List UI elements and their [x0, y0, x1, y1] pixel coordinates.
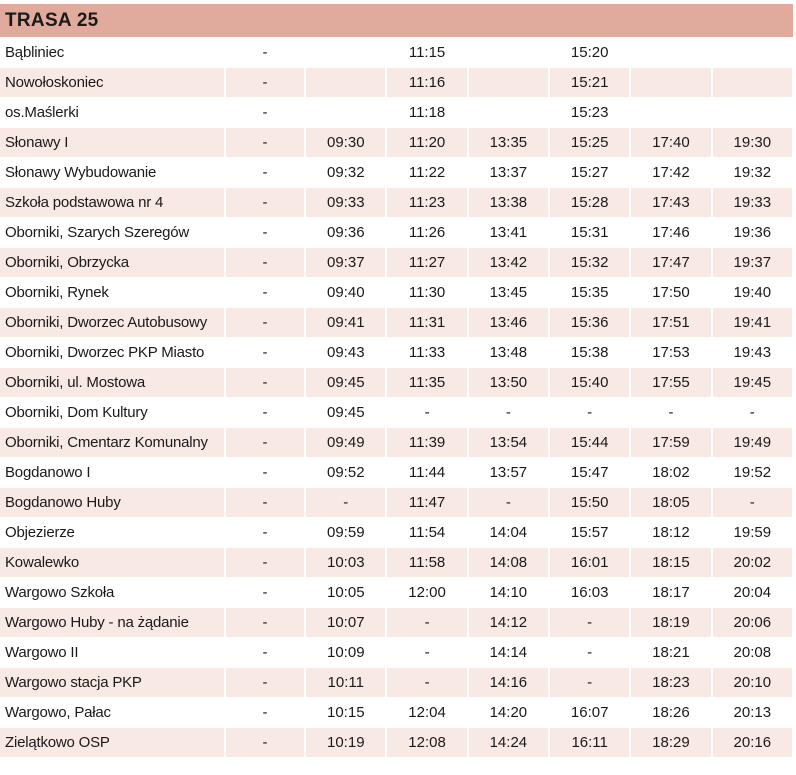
departure-time: - [386, 608, 467, 638]
departure-time: - [225, 728, 305, 758]
departure-time: 17:59 [630, 428, 711, 458]
departure-time: 19:40 [712, 278, 793, 308]
departure-time: 20:13 [712, 698, 793, 728]
bus-timetable [0, 4, 794, 758]
departure-time: 14:08 [468, 548, 549, 578]
stop-name: Wargowo, Pałac [0, 698, 225, 728]
stop-name: Bogdanowo Huby [0, 488, 225, 518]
stop-name: Oborniki, Cmentarz Komunalny [0, 428, 225, 458]
stop-name: Szkoła podstawowa nr 4 [0, 188, 225, 218]
departure-time [305, 38, 386, 68]
departure-time: - [225, 368, 305, 398]
table-row [0, 368, 793, 398]
departure-time: 19:45 [712, 368, 793, 398]
departure-time: 12:00 [386, 578, 467, 608]
departure-time: 09:45 [305, 368, 386, 398]
stop-name: Wargowo Huby - na żądanie [0, 608, 225, 638]
departure-time: 19:33 [712, 188, 793, 218]
table-row [0, 278, 793, 308]
departure-time: 15:20 [549, 38, 630, 68]
departure-time: 15:21 [549, 68, 630, 98]
stop-name: Kowalewko [0, 548, 225, 578]
departure-time: 10:07 [305, 608, 386, 638]
departure-time: 16:01 [549, 548, 630, 578]
departure-time: 13:54 [468, 428, 549, 458]
departure-time: 15:31 [549, 218, 630, 248]
departure-time: - [225, 338, 305, 368]
departure-time: 11:35 [386, 368, 467, 398]
route-title: TRASA 25 [0, 4, 793, 38]
departure-time: 11:23 [386, 188, 467, 218]
stop-name: Bąbliniec [0, 38, 225, 68]
stop-name: Oborniki, Dworzec Autobusowy [0, 308, 225, 338]
departure-time: 16:03 [549, 578, 630, 608]
departure-time [468, 98, 549, 128]
departure-time: 09:40 [305, 278, 386, 308]
departure-time: 18:02 [630, 458, 711, 488]
departure-time: 15:50 [549, 488, 630, 518]
table-row [0, 518, 793, 548]
departure-time: 17:55 [630, 368, 711, 398]
departure-time [630, 98, 711, 128]
departure-time: 13:45 [468, 278, 549, 308]
stop-name: Słonawy Wybudowanie [0, 158, 225, 188]
departure-time: - [225, 248, 305, 278]
departure-time: 17:47 [630, 248, 711, 278]
departure-time: 20:02 [712, 548, 793, 578]
departure-time: 19:43 [712, 338, 793, 368]
departure-time: 19:59 [712, 518, 793, 548]
departure-time: - [225, 218, 305, 248]
departure-time: 11:58 [386, 548, 467, 578]
departure-time: 11:27 [386, 248, 467, 278]
table-row [0, 188, 793, 218]
departure-time [468, 68, 549, 98]
table-row [0, 68, 793, 98]
departure-time: - [225, 278, 305, 308]
departure-time: - [225, 428, 305, 458]
departure-time: 15:40 [549, 368, 630, 398]
table-row [0, 128, 793, 158]
departure-time: 20:06 [712, 608, 793, 638]
stop-name: Wargowo Szkoła [0, 578, 225, 608]
departure-time: 14:14 [468, 638, 549, 668]
departure-time: 14:20 [468, 698, 549, 728]
departure-time: 13:37 [468, 158, 549, 188]
departure-time: 15:28 [549, 188, 630, 218]
table-row [0, 668, 793, 698]
departure-time: 17:43 [630, 188, 711, 218]
departure-time: - [225, 638, 305, 668]
departure-time: 09:49 [305, 428, 386, 458]
departure-time: 09:41 [305, 308, 386, 338]
departure-time: 15:44 [549, 428, 630, 458]
departure-time: 10:15 [305, 698, 386, 728]
stop-name: Oborniki, Rynek [0, 278, 225, 308]
departure-time: 17:53 [630, 338, 711, 368]
departure-time: 17:51 [630, 308, 711, 338]
departure-time: 10:09 [305, 638, 386, 668]
departure-time: 19:30 [712, 128, 793, 158]
departure-time [305, 68, 386, 98]
table-row [0, 218, 793, 248]
departure-time: 14:10 [468, 578, 549, 608]
stop-name: Nowołoskoniec [0, 68, 225, 98]
departure-time: 12:08 [386, 728, 467, 758]
departure-time: 13:50 [468, 368, 549, 398]
departure-time: - [386, 398, 467, 428]
table-row [0, 608, 793, 638]
departure-time: 09:33 [305, 188, 386, 218]
departure-time: 18:05 [630, 488, 711, 518]
departure-time [712, 38, 793, 68]
stop-name: Oborniki, ul. Mostowa [0, 368, 225, 398]
departure-time: - [225, 458, 305, 488]
departure-time: - [225, 98, 305, 128]
departure-time: 11:22 [386, 158, 467, 188]
departure-time: 15:36 [549, 308, 630, 338]
departure-time: - [386, 638, 467, 668]
departure-time: 19:37 [712, 248, 793, 278]
departure-time: 11:26 [386, 218, 467, 248]
departure-time: - [225, 158, 305, 188]
timetable-body [0, 38, 793, 758]
departure-time: 15:25 [549, 128, 630, 158]
table-row [0, 638, 793, 668]
departure-time: - [386, 668, 467, 698]
table-row [0, 338, 793, 368]
departure-time: 14:16 [468, 668, 549, 698]
table-row [0, 98, 793, 128]
departure-time: 11:33 [386, 338, 467, 368]
stop-name: Objezierze [0, 518, 225, 548]
departure-time: 11:47 [386, 488, 467, 518]
departure-time: 18:21 [630, 638, 711, 668]
departure-time: - [225, 488, 305, 518]
departure-time [712, 98, 793, 128]
departure-time: 18:12 [630, 518, 711, 548]
departure-time: 10:11 [305, 668, 386, 698]
departure-time: 19:49 [712, 428, 793, 458]
departure-time: 18:19 [630, 608, 711, 638]
departure-time: 13:38 [468, 188, 549, 218]
departure-time: - [549, 398, 630, 428]
departure-time: 18:15 [630, 548, 711, 578]
stop-name: os.Maślerki [0, 98, 225, 128]
departure-time: 15:32 [549, 248, 630, 278]
title-row [0, 4, 793, 38]
departure-time [712, 68, 793, 98]
departure-time: 11:44 [386, 458, 467, 488]
departure-time: - [225, 518, 305, 548]
departure-time: - [225, 548, 305, 578]
departure-time: - [225, 398, 305, 428]
departure-time: 14:12 [468, 608, 549, 638]
departure-time: 09:36 [305, 218, 386, 248]
departure-time: 11:39 [386, 428, 467, 458]
departure-time: 17:46 [630, 218, 711, 248]
departure-time: 17:42 [630, 158, 711, 188]
table-row [0, 38, 793, 68]
departure-time: 14:04 [468, 518, 549, 548]
departure-time: 09:37 [305, 248, 386, 278]
departure-time: 13:57 [468, 458, 549, 488]
departure-time: 11:18 [386, 98, 467, 128]
table-row [0, 578, 793, 608]
departure-time: - [225, 608, 305, 638]
departure-time: - [225, 188, 305, 218]
departure-time: - [712, 488, 793, 518]
departure-time: - [549, 668, 630, 698]
table-row [0, 698, 793, 728]
departure-time: 09:45 [305, 398, 386, 428]
table-row [0, 308, 793, 338]
departure-time: 16:07 [549, 698, 630, 728]
departure-time: 15:38 [549, 338, 630, 368]
departure-time: 19:41 [712, 308, 793, 338]
departure-time: 09:52 [305, 458, 386, 488]
departure-time: - [225, 578, 305, 608]
departure-time: 18:29 [630, 728, 711, 758]
stop-name: Oborniki, Dom Kultury [0, 398, 225, 428]
departure-time: 20:04 [712, 578, 793, 608]
stop-name: Oborniki, Szarych Szeregów [0, 218, 225, 248]
departure-time: 09:30 [305, 128, 386, 158]
departure-time: - [225, 38, 305, 68]
departure-time: 20:16 [712, 728, 793, 758]
departure-time: 17:50 [630, 278, 711, 308]
departure-time: 11:20 [386, 128, 467, 158]
departure-time: 15:35 [549, 278, 630, 308]
departure-time: 09:59 [305, 518, 386, 548]
departure-time: 11:16 [386, 68, 467, 98]
departure-time: - [225, 68, 305, 98]
departure-time: 17:40 [630, 128, 711, 158]
departure-time: - [630, 398, 711, 428]
departure-time: 13:42 [468, 248, 549, 278]
departure-time: 20:10 [712, 668, 793, 698]
departure-time: - [225, 668, 305, 698]
departure-time: 20:08 [712, 638, 793, 668]
departure-time: 18:26 [630, 698, 711, 728]
departure-time: - [225, 698, 305, 728]
departure-time [630, 68, 711, 98]
stop-name: Wargowo stacja PKP [0, 668, 225, 698]
stop-name: Wargowo II [0, 638, 225, 668]
departure-time: 09:32 [305, 158, 386, 188]
table-row [0, 398, 793, 428]
table-row [0, 458, 793, 488]
stop-name: Oborniki, Dworzec PKP Miasto [0, 338, 225, 368]
departure-time [630, 38, 711, 68]
stop-name: Oborniki, Obrzycka [0, 248, 225, 278]
departure-time: - [225, 128, 305, 158]
departure-time: 12:04 [386, 698, 467, 728]
departure-time: - [549, 608, 630, 638]
departure-time: 09:43 [305, 338, 386, 368]
table-row [0, 158, 793, 188]
departure-time: 11:31 [386, 308, 467, 338]
departure-time: 13:46 [468, 308, 549, 338]
table-row [0, 548, 793, 578]
departure-time: - [225, 308, 305, 338]
stop-name: Zielątkowo OSP [0, 728, 225, 758]
stop-name: Bogdanowo I [0, 458, 225, 488]
departure-time: 19:32 [712, 158, 793, 188]
departure-time [468, 38, 549, 68]
departure-time: - [305, 488, 386, 518]
table-row [0, 428, 793, 458]
departure-time: 11:30 [386, 278, 467, 308]
departure-time: 13:35 [468, 128, 549, 158]
departure-time: 15:23 [549, 98, 630, 128]
departure-time: 10:19 [305, 728, 386, 758]
departure-time: 11:54 [386, 518, 467, 548]
departure-time: 18:17 [630, 578, 711, 608]
departure-time: - [549, 638, 630, 668]
departure-time [305, 98, 386, 128]
departure-time: 14:24 [468, 728, 549, 758]
departure-time: 13:41 [468, 218, 549, 248]
departure-time: 15:27 [549, 158, 630, 188]
table-row [0, 488, 793, 518]
stop-name: Słonawy I [0, 128, 225, 158]
departure-time: 16:11 [549, 728, 630, 758]
departure-time: - [468, 488, 549, 518]
table-row [0, 248, 793, 278]
departure-time: - [712, 398, 793, 428]
departure-time: 19:36 [712, 218, 793, 248]
departure-time: 11:15 [386, 38, 467, 68]
departure-time: 15:57 [549, 518, 630, 548]
departure-time: 18:23 [630, 668, 711, 698]
departure-time: 19:52 [712, 458, 793, 488]
departure-time: 13:48 [468, 338, 549, 368]
departure-time: 15:47 [549, 458, 630, 488]
departure-time: - [468, 398, 549, 428]
table-row [0, 728, 793, 758]
departure-time: 10:03 [305, 548, 386, 578]
departure-time: 10:05 [305, 578, 386, 608]
